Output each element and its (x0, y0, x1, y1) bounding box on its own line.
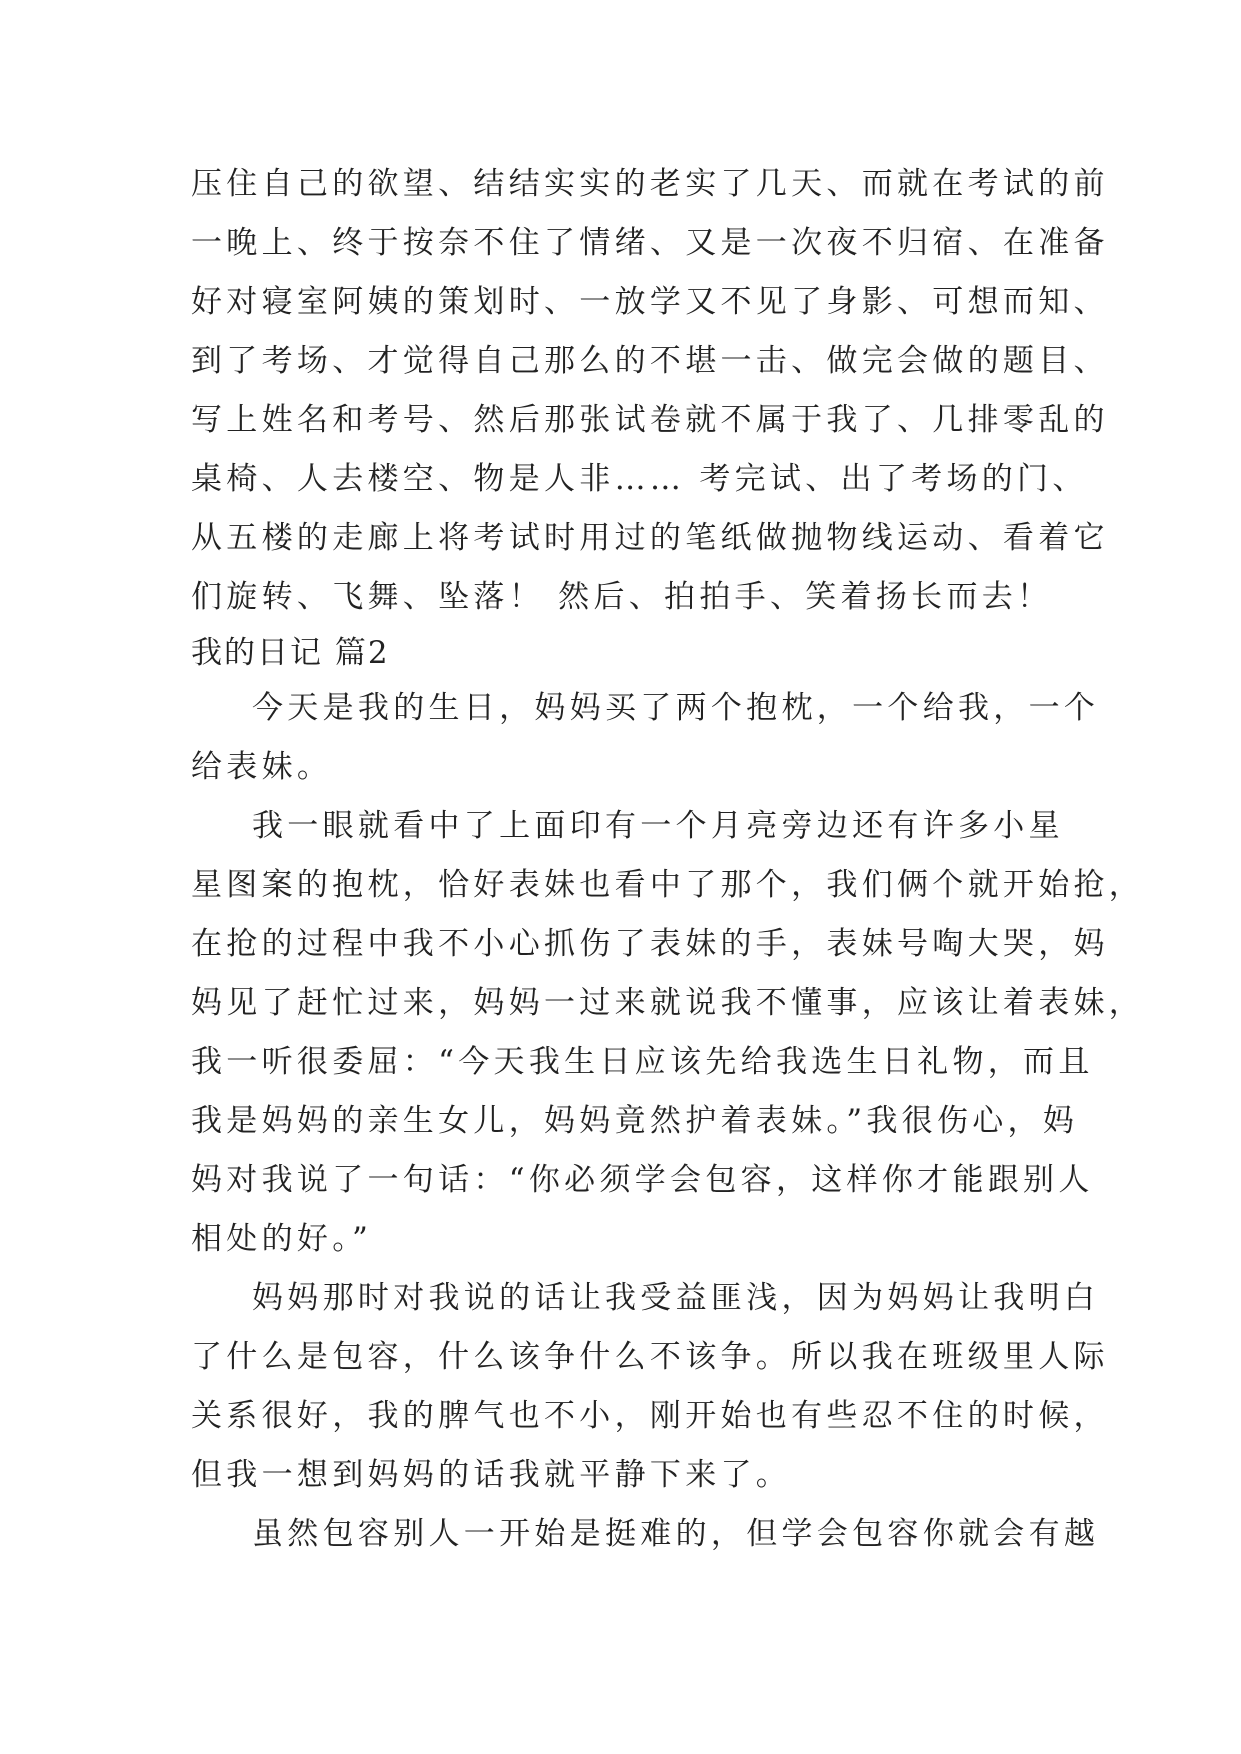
text-line: 我一听很委屈：“今天我生日应该先给我选生日礼物，而且 (191, 1044, 1094, 1080)
paragraph-first-line: 虽然包容别人一开始是挺难的，但学会包容你就会有越 (252, 1516, 1100, 1552)
text-line: 们旋转、飞舞、坠落！ 然后、拍拍手、笑着扬长而去！ (191, 579, 1053, 615)
section-heading: 我的日记 篇2 (191, 635, 390, 671)
paragraph-first-line: 妈妈那时对我说的话让我受益匪浅，因为妈妈让我明白 (252, 1280, 1100, 1316)
text-line: 关系很好，我的脾气也不小，刚开始也有些忍不住的时候， (191, 1398, 1109, 1434)
text-line: 我是妈妈的亲生女儿，妈妈竟然护着表妹。”我很伤心，妈 (191, 1103, 1079, 1139)
text-line: 写上姓名和考号、然后那张试卷就不属于我了、几排零乱的 (191, 402, 1109, 438)
text-line: 从五楼的走廊上将考试时用过的笔纸做抛物线运动、看着它 (191, 520, 1109, 556)
text-line: 压住自己的欲望、结结实实的老实了几天、而就在考试的前 (191, 166, 1109, 202)
paragraph-first-line: 我一眼就看中了上面印有一个月亮旁边还有许多小星 (252, 808, 1064, 844)
text-line: 妈对我说了一句话：“你必须学会包容，这样你才能跟别人 (191, 1162, 1094, 1198)
text-line: 到了考场、才觉得自己那么的不堪一击、做完会做的题目、 (191, 343, 1109, 379)
text-line: 相处的好。” (191, 1221, 373, 1257)
text-line: 给表妹。 (191, 749, 333, 785)
text-line: 在抢的过程中我不小心抓伤了表妹的手，表妹号啕大哭，妈 (191, 926, 1109, 962)
text-line: 了什么是包容，什么该争什么不该争。所以我在班级里人际 (191, 1339, 1109, 1375)
text-line: 星图案的抱枕，恰好表妹也看中了那个，我们俩个就开始抢， (191, 867, 1145, 903)
text-line: 一晚上、终于按奈不住了情绪、又是一次夜不归宿、在准备 (191, 225, 1109, 261)
text-line: 桌椅、人去楼空、物是人非…… 考完试、出了考场的门、 (191, 461, 1088, 497)
text-line: 妈见了赶忙过来，妈妈一过来就说我不懂事，应该让着表妹， (191, 985, 1145, 1021)
text-line: 但我一想到妈妈的话我就平静下来了。 (191, 1457, 792, 1493)
text-line: 好对寝室阿姨的策划时、一放学又不见了身影、可想而知、 (191, 284, 1109, 320)
paragraph-first-line: 今天是我的生日，妈妈买了两个抱枕，一个给我，一个 (252, 690, 1100, 726)
